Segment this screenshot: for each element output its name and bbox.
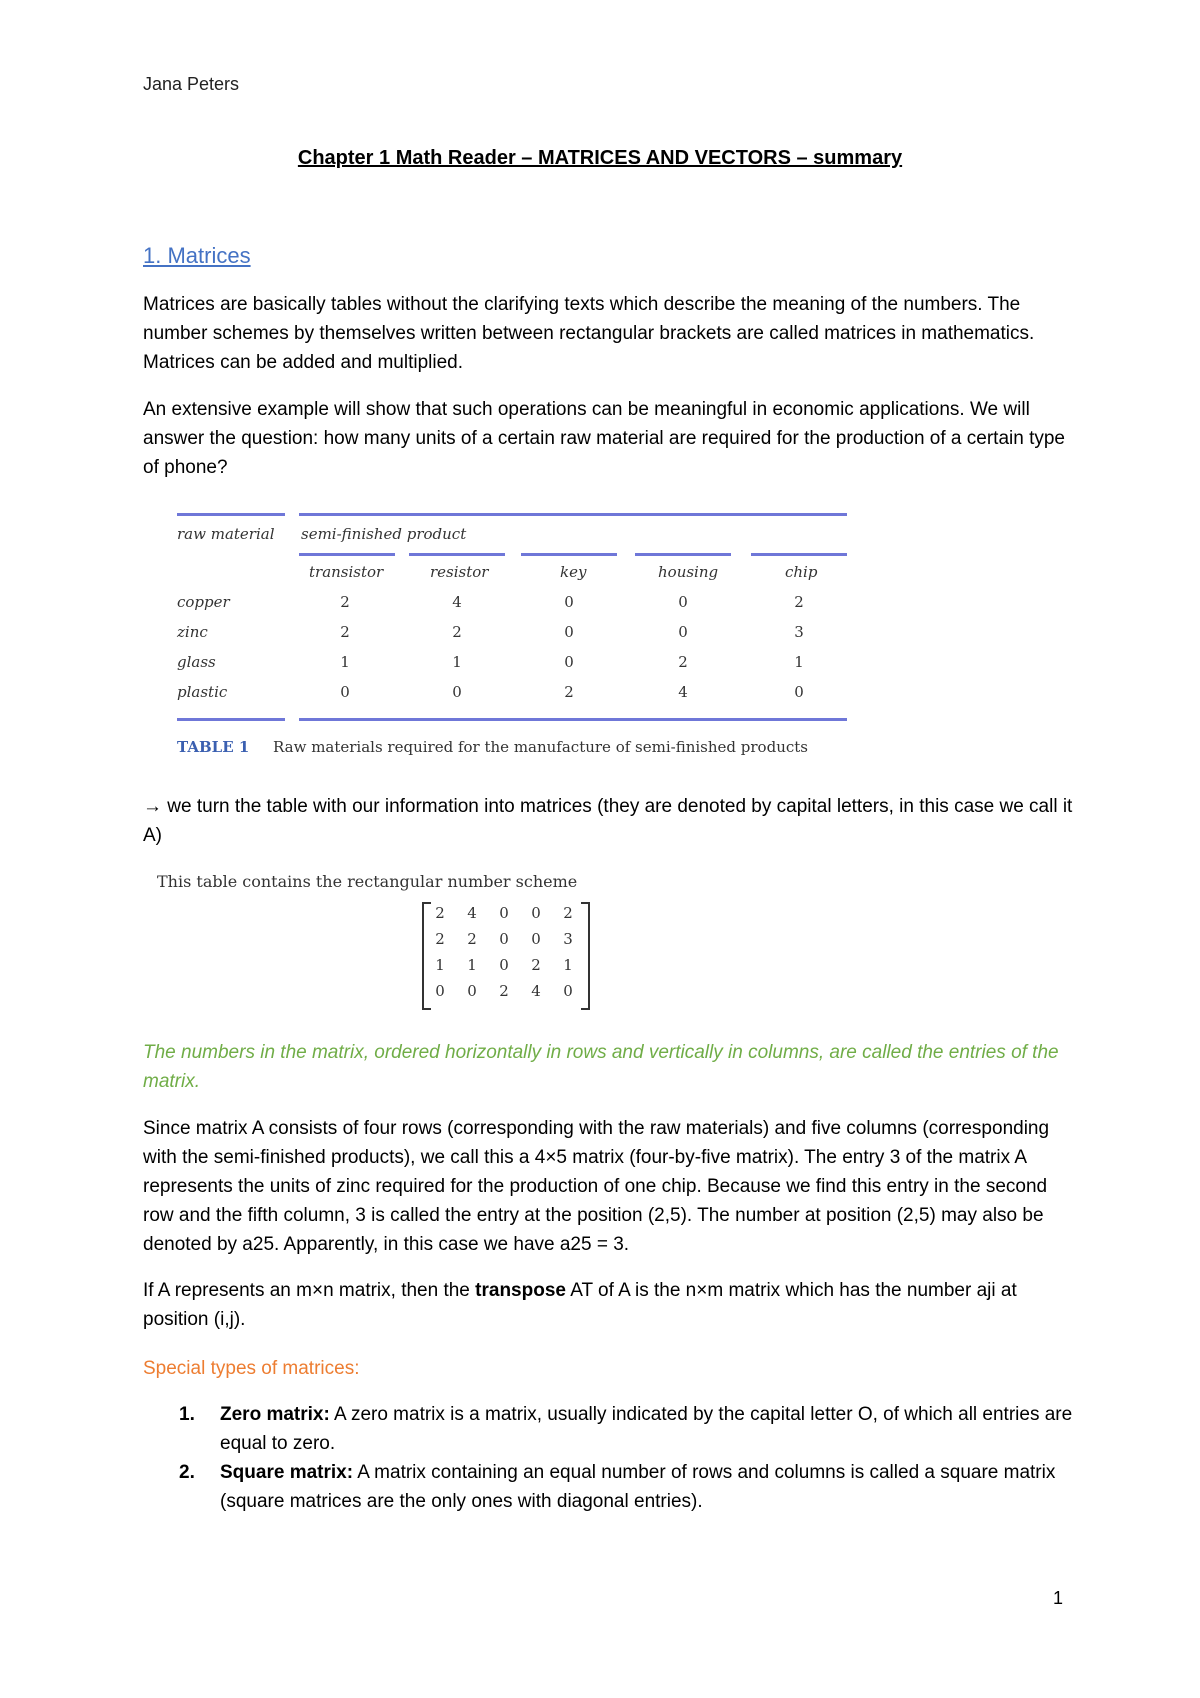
table-row-label: plastic [177,683,228,701]
table-header-raw-material: raw material [177,525,275,543]
table-cell: 1 [794,653,804,671]
paragraph-dimensions: Since matrix A consists of four rows (corresponding with the raw materials) and five columns (corresponding with the semi-finished products), we call this a 4×5 matrix (four-by-five matrix). The entry 3 of the matrix A represents the units of zinc required for the production of one chip. Because we find this entry in the second row and the fifth column, 3 is called the entry at the position (2,5). The number at position (2,5) may also be denoted by a25. Apparently, in this case we have a25 = 3. [143,1118,1050,1255]
matrix-entry: 2 [531,956,541,974]
table-row-label: zinc [177,623,208,641]
matrix-entry: 1 [435,956,445,974]
matrix-entry: 2 [499,982,509,1000]
list-number: 1. [179,1404,195,1425]
table-rule-col [299,553,395,556]
matrix-entry: 2 [467,930,477,948]
list-term: Zero matrix: [220,1404,330,1425]
matrix-entry: 4 [531,982,541,1000]
list-term: Square matrix: [220,1462,354,1483]
table-rule-col [751,553,847,556]
table-cell: 0 [564,593,574,611]
matrix-entry: 0 [531,930,541,948]
paragraph-transpose [143,1276,1073,1334]
transpose-term: transpose [475,1280,566,1301]
matrix-entry: 1 [467,956,477,974]
special-types-heading: Special types of matrices: [143,1358,360,1379]
matrix-entry: 3 [563,930,573,948]
table-cell: 2 [340,623,350,641]
table-caption: Raw materials required for the manufacture of semi-finished products [273,738,808,756]
table-rule-col [521,553,617,556]
table-cell: 0 [564,623,574,641]
table-cell: 4 [452,593,462,611]
list-item-zero-matrix [179,1400,1099,1458]
table-col-key: key [560,563,587,581]
table-cell: 0 [340,683,350,701]
table-col-transistor: transistor [309,563,384,581]
table-cell: 0 [678,593,688,611]
table-cell: 1 [452,653,462,671]
table-cell: 2 [564,683,574,701]
matrix-entry: 0 [499,930,509,948]
matrix-entry: 2 [435,930,445,948]
author-header: Jana Peters [143,74,240,94]
matrix-right-bracket [581,902,590,1010]
table-cell: 4 [678,683,688,701]
table-cell: 3 [794,623,804,641]
table-rule-col [635,553,731,556]
list-item-body [220,1400,1100,1458]
transpose-text-start: If A represents an m×n matrix, then the [143,1280,476,1301]
page-number: 1 [1053,1588,1064,1608]
table-cell: 0 [678,623,688,641]
paragraph-example: An extensive example will show that such operations can be meaningful in economic applications. We will answer the question: how many units of a certain raw material are required for the production of a certain type of phone? [143,399,1065,478]
list-item-body [220,1458,1100,1516]
matrix-entry: 0 [435,982,445,1000]
table-col-housing: housing [658,563,719,581]
table-cell: 0 [452,683,462,701]
paragraph-matrix-intro: → we turn the table with our information into matrices (they are denoted by capital letters, in this case we call it A) [143,796,1073,846]
raw-materials-table [177,508,847,758]
table-cell: 2 [794,593,804,611]
matrix-entry: 2 [435,904,445,922]
list-item-square-matrix [179,1458,1099,1516]
table-cell: 0 [564,653,574,671]
list-number: 2. [179,1462,195,1483]
table-cell: 2 [340,593,350,611]
matrix-caption: This table contains the rectangular number scheme [157,872,578,891]
matrix-entry: 0 [531,904,541,922]
table-cell: 2 [452,623,462,641]
table-rule-col [409,553,505,556]
table-cell: 1 [340,653,350,671]
table-cell: 2 [678,653,688,671]
table-rule-bottom-right [299,718,847,721]
table-cell: 0 [794,683,804,701]
table-rule-bottom-left [177,718,285,721]
table-row-label: glass [177,653,216,671]
table-header-group: semi-finished product [301,525,467,543]
definition-entries: The numbers in the matrix, ordered horizontally in rows and vertically in columns, are called the entries of the matrix. [143,1042,1059,1092]
table-row-label: copper [177,593,230,611]
section-heading: 1. Matrices [143,243,251,268]
list-text: A matrix containing an equal number of rows and columns is called a square matrix (square matrices are the only ones with diagonal entries). [220,1462,1056,1512]
paragraph-intro: Matrices are basically tables without the clarifying texts which describe the meaning of the numbers. The number schemes by themselves written between rectangular brackets are called matrices in mathematics. Matrices can be added and multiplied. [143,294,1035,373]
table-rule-top-left [177,513,285,516]
matrix-entry: 1 [563,956,573,974]
table-col-chip: chip [785,563,818,581]
page-title: Chapter 1 Math Reader – MATRICES AND VECTORS – summary [297,147,903,169]
table-col-resistor: resistor [430,563,489,581]
matrix-entry: 0 [499,904,509,922]
matrix-entry: 2 [563,904,573,922]
matrix-entry: 0 [563,982,573,1000]
table-caption-label: TABLE 1 [177,738,250,756]
list-text: A zero matrix is a matrix, usually indicated by the capital letter O, of which all entries are equal to zero. [220,1404,1073,1454]
matrix-a [422,902,590,1008]
matrix-entry: 0 [467,982,477,1000]
table-rule-top-right [299,513,847,516]
matrix-entry: 0 [499,956,509,974]
transpose-text-end: AT of A is the n×m matrix which has the number aji at position (i,j). [143,1280,1017,1330]
matrix-entry: 4 [467,904,477,922]
